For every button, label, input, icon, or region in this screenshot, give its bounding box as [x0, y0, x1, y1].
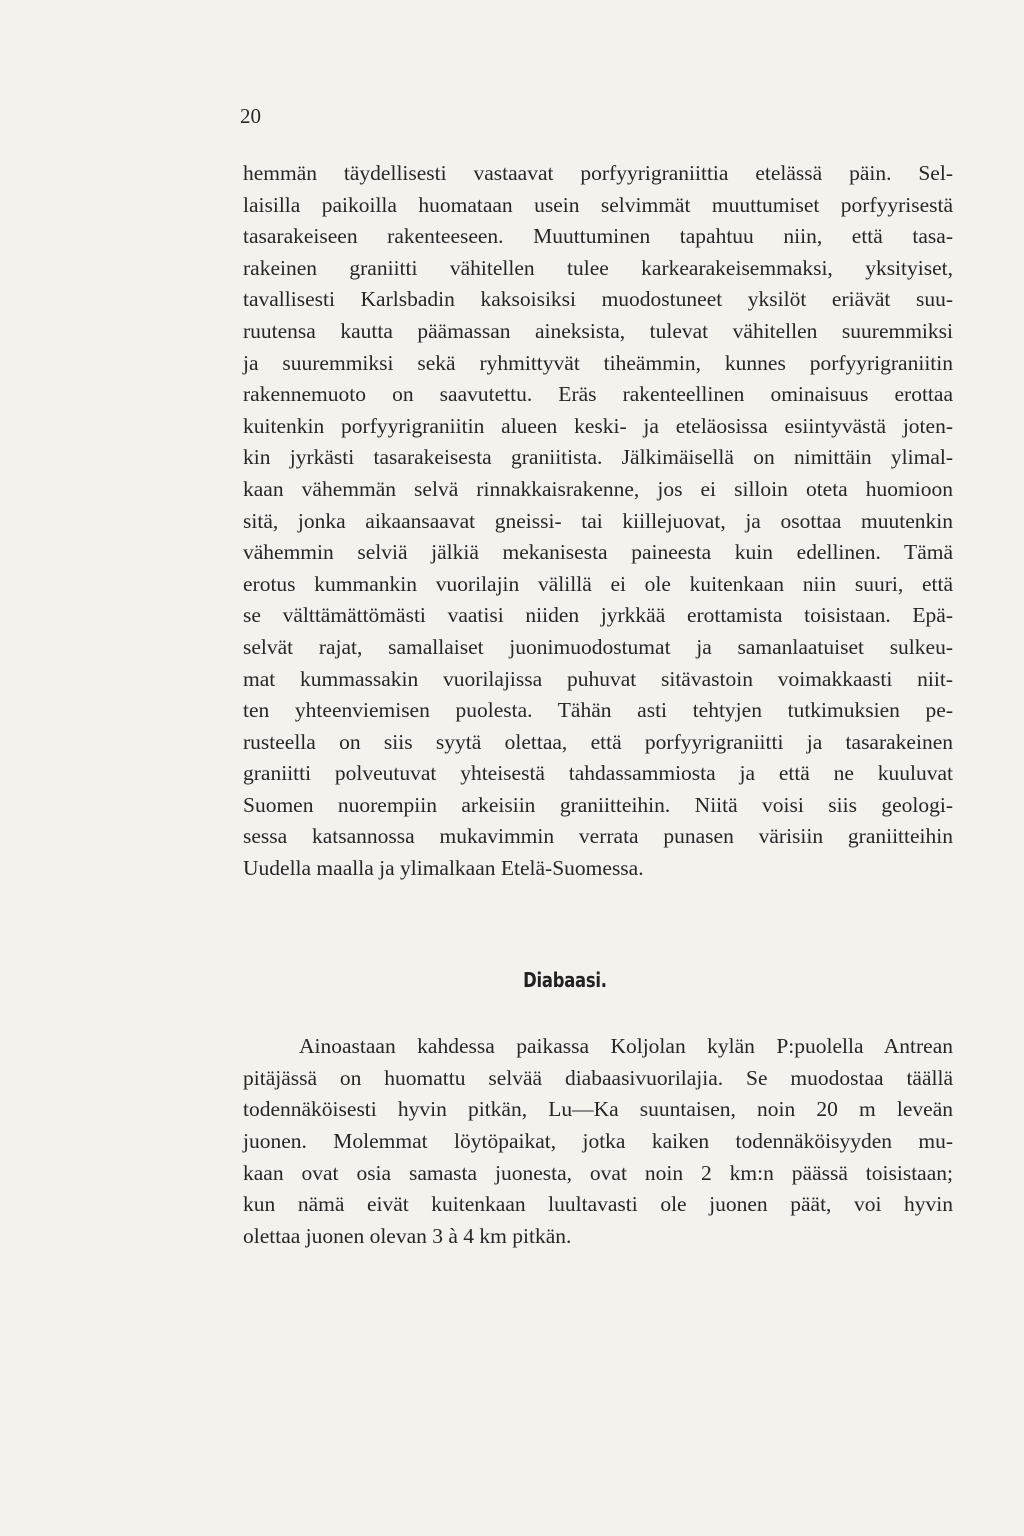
text-line: Ainoastaan kahdessa paikassa Koljolan kylän P:puolella Antrean: [299, 1034, 953, 1058]
text-line: pitäjässä on huomattu selvää diabaasivuorilajia. Se muodostaa täällä: [243, 1065, 953, 1090]
text-line: rakennemuoto on saavutettu. Eräs rakenteellinen ominaisuus erottaa: [243, 382, 953, 407]
text-line: tavallisesti Karlsbadin kaksoisiksi muodostuneet yksilöt eriävät suu-: [243, 287, 953, 312]
text-line: ten yhteenviemisen puolesta. Tähän asti tehtyjen tutkimuksien pe-: [243, 698, 953, 723]
text-line: ruutensa kautta päämassan aineksista, tulevat vähitellen suuremmiksi: [243, 318, 953, 343]
section-heading-text: Diabaasi.: [523, 968, 607, 992]
text-line: Uudella maalla ja ylimalkaan Etelä-Suomessa.: [243, 856, 644, 881]
text-line: Suomen nuorempiin arkeisiin graniitteihin. Niitä voisi siis geologi-: [243, 792, 953, 817]
text-line: hemmän täydellisesti vastaavat porfyyrigraniittia etelässä päin. Sel-: [243, 161, 953, 185]
text-line: kin jyrkästi tasarakeisesta graniitista. Jälkimäisellä on nimittäin ylimal-: [243, 445, 953, 470]
text-line: kun nämä eivät kuitenkaan luultavasti ole juonen päät, voi hyvin: [243, 1192, 953, 1217]
text-line: ja suuremmiksi sekä ryhmittyvät tiheämmin, kunnes porfyyrigraniitin: [243, 350, 953, 375]
page-number: 20: [240, 104, 261, 128]
text-line: kaan ovat osia samasta juonesta, ovat noin 2 km:n päässä toisistaan;: [243, 1160, 953, 1185]
text-line: sitä, jonka aikaansaavat gneissi- tai kiillejuovat, ja osottaa muutenkin: [243, 508, 953, 533]
text-line: laisilla paikoilla huomataan usein selvimmät muuttumiset porfyyrisestä: [243, 192, 953, 217]
text-line: mat kummassakin vuorilajissa puhuvat sitävastoin voimakkaasti niit-: [243, 666, 953, 691]
text-line: sessa katsannossa mukavimmin verrata punasen värisiin graniitteihin: [243, 824, 953, 849]
text-line: vähemmin selviä jälkiä mekanisesta paineesta kuin edellinen. Tämä: [243, 540, 953, 565]
text-line: olettaa juonen olevan 3 à 4 km pitkän.: [243, 1224, 572, 1249]
text-line: rakeinen graniitti vähitellen tulee karkearakeisemmaksi, yksityiset,: [243, 255, 953, 280]
text-line: todennäköisesti hyvin pitkän, Lu—Ka suuntaisen, noin 20 m leveän: [243, 1097, 953, 1122]
text-line: tasarakeiseen rakenteeseen. Muuttuminen tapahtuu niin, että tasa-: [243, 224, 953, 249]
text-line: kaan vähemmän selvä rinnakkaisrakenne, jos ei silloin oteta huomioon: [243, 476, 953, 501]
text-line: erotus kummankin vuorilajin välillä ei ole kuitenkaan niin suuri, että: [243, 571, 953, 596]
section-heading: [0, 968, 1024, 992]
paragraph-porfyyrigraniitti: [243, 158, 953, 885]
text-line: juonen. Molemmat löytöpaikat, jotka kaiken todennäköisyyden mu-: [243, 1129, 953, 1154]
text-line: graniitti polveutuvat yhteisestä tahdassammiosta ja että ne kuuluvat: [243, 761, 953, 786]
text-line: kuitenkin porfyyrigraniitin alueen keski- ja eteläosissa esiintyvästä joten-: [243, 413, 953, 438]
paragraph-diabaasi: [243, 1031, 953, 1253]
text-line: selvät rajat, samallaiset juonimuodostumat ja samanlaatuiset sulkeu-: [243, 634, 953, 659]
text-line: se välttämättömästi vaatisi niiden jyrkkää erottamista toisistaan. Epä-: [243, 603, 953, 628]
text-line: rusteella on siis syytä olettaa, että porfyyrigraniitti ja tasarakeinen: [243, 729, 953, 754]
